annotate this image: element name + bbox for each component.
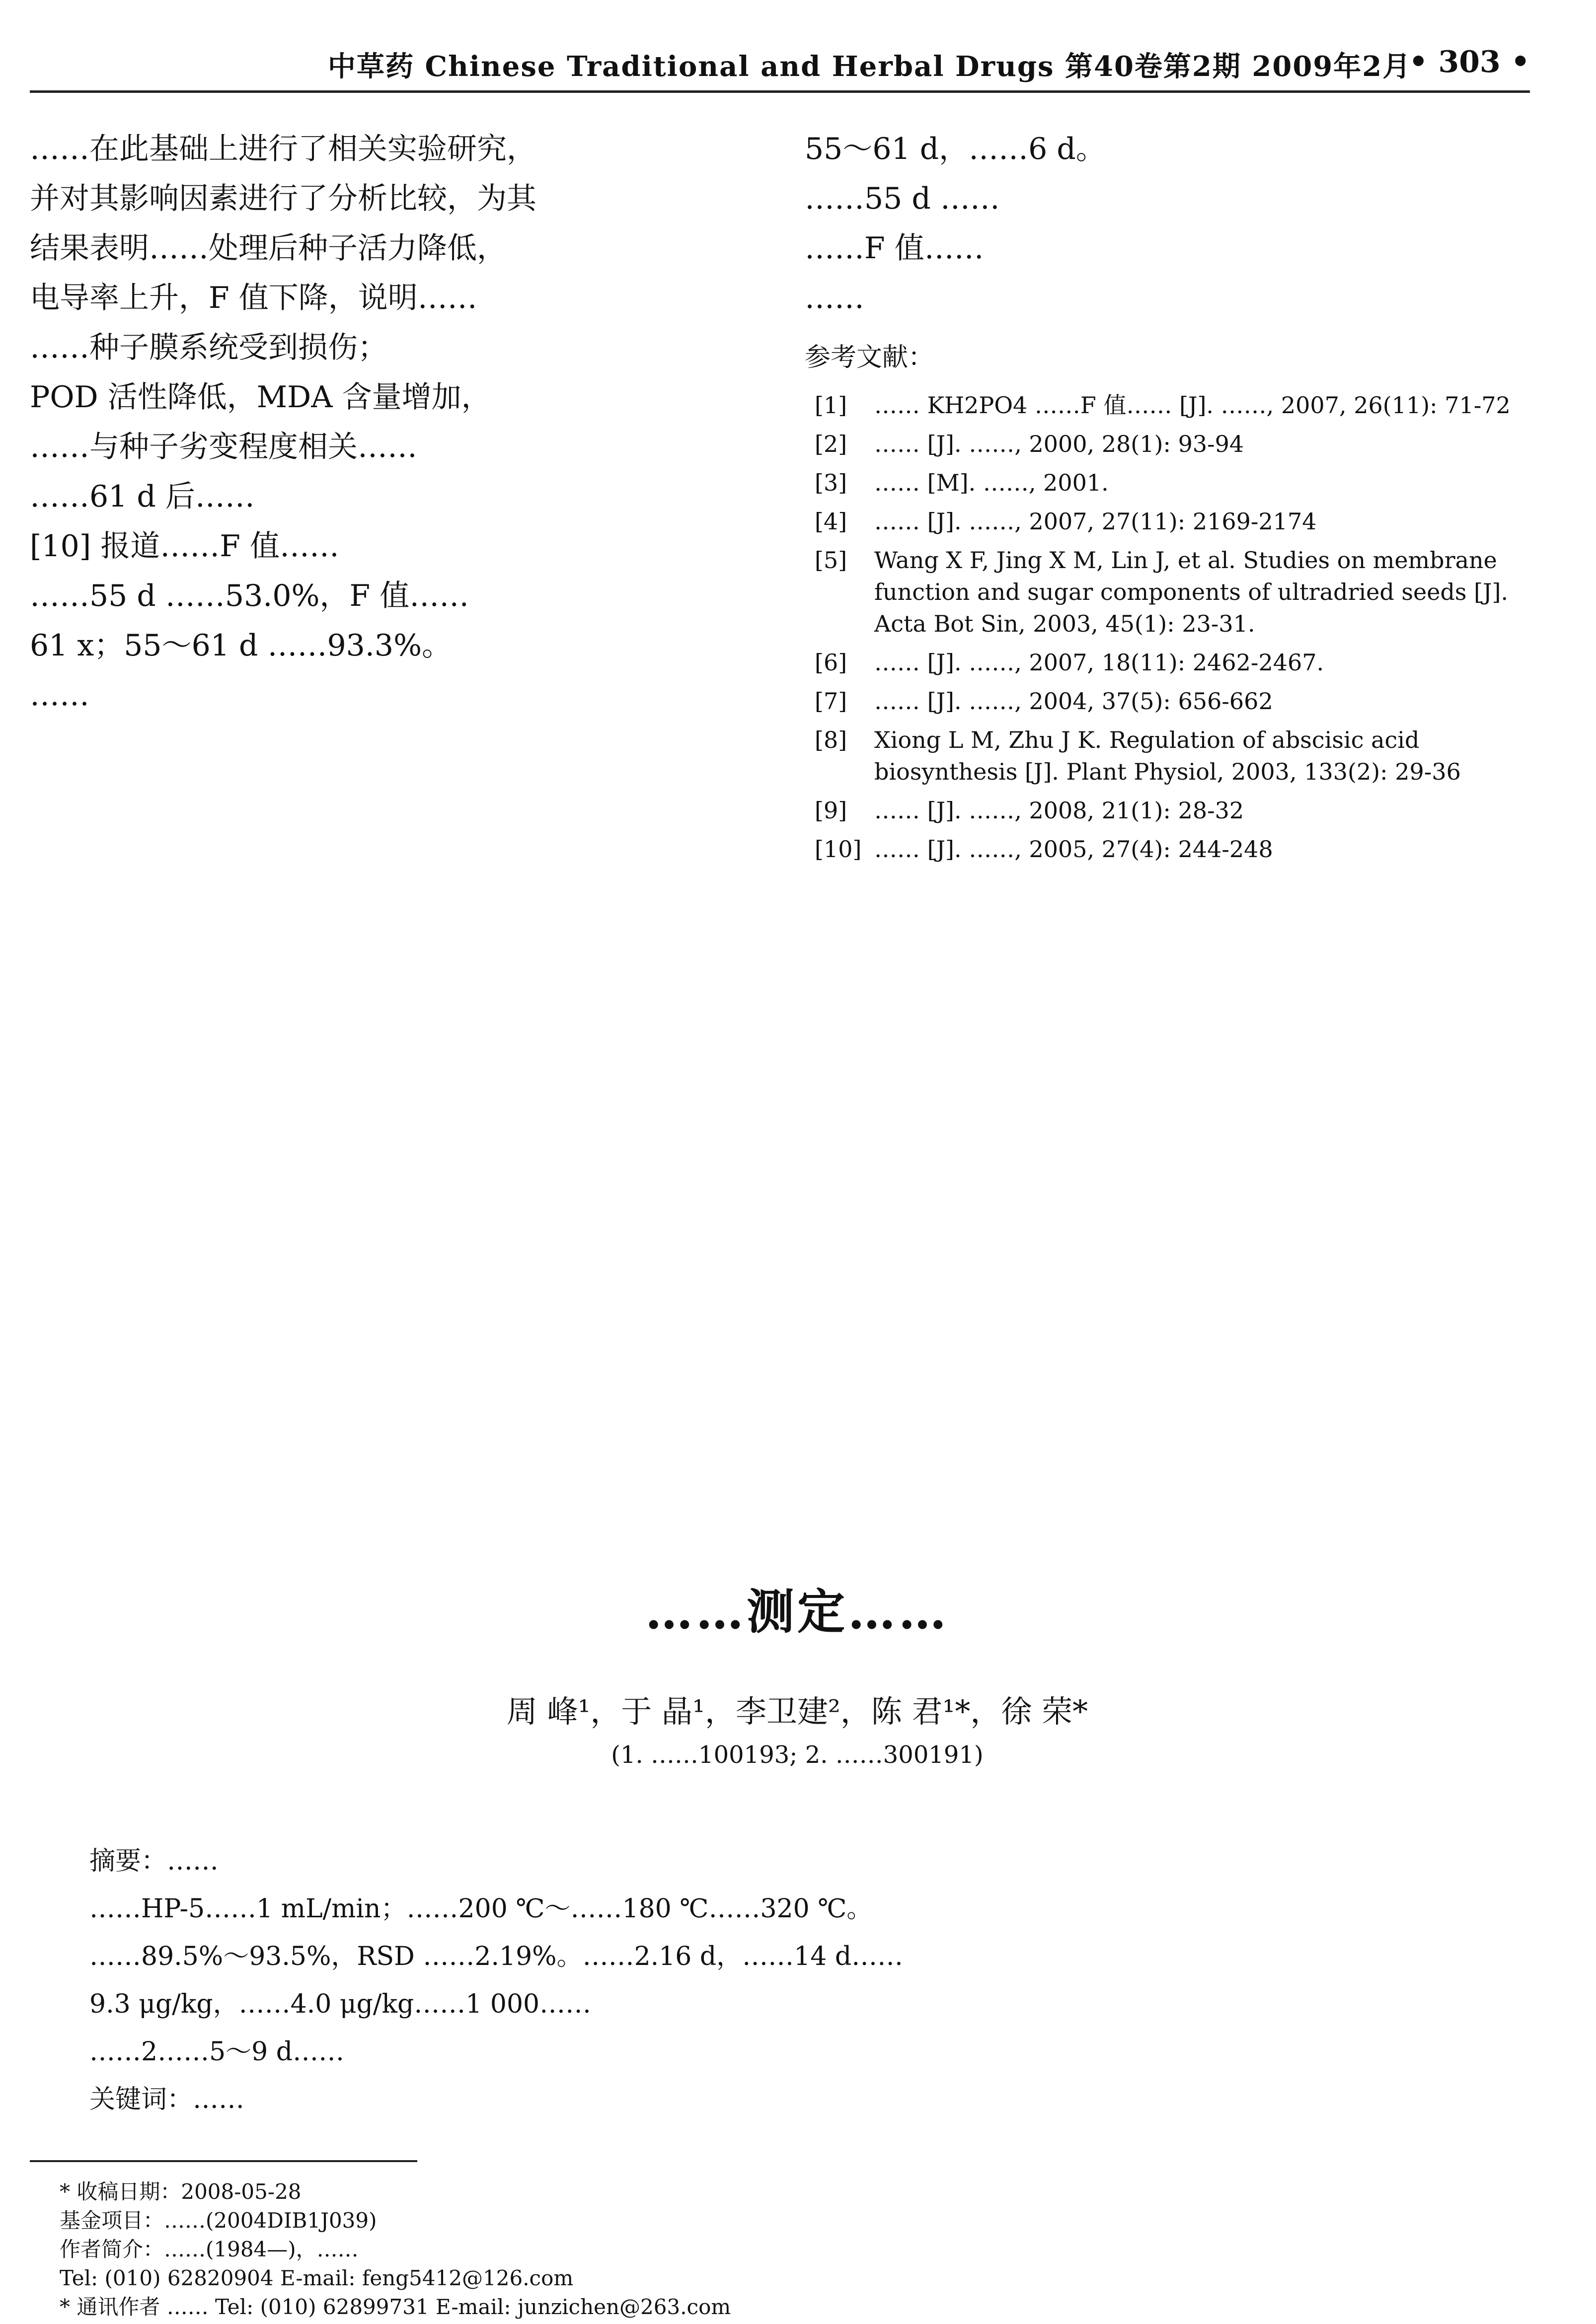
abstract-block [89, 1837, 1520, 2123]
abstract-line: 摘要：…… [89, 1846, 219, 1876]
body-paragraph: 电导率上升，F 值下降，说明…… [30, 281, 477, 315]
body-paragraph: ……与种子劣变程度相关…… [30, 430, 417, 464]
reference-number: [1] [815, 392, 847, 419]
body-paragraph: ……55 d ……53.0%，F 值…… [30, 579, 469, 613]
footnote-line: * 通讯作者 …… Tel: (010) 62899731 E-mail: junzichen@263.com [60, 2295, 731, 2319]
reference-text: …… [J]. ……, 2004, 37(5): 656-662 [874, 688, 1273, 715]
keywords-line: 关键词：…… [89, 2085, 245, 2114]
reference-item [805, 428, 1530, 460]
right-column [805, 124, 1530, 865]
reference-item [805, 833, 1530, 865]
reference-text: …… [J]. ……, 2005, 27(4): 244-248 [874, 836, 1273, 863]
body-paragraph: …… [30, 678, 89, 713]
reference-number: [6] [815, 649, 847, 676]
body-paragraph: 并对其影响因素进行了分析比较，为其 [30, 181, 536, 216]
journal-title: 中草药 Chinese Traditional and Herbal Drugs 第40卷第2期 2009年2月 [328, 50, 1412, 83]
reference-number: [5] [815, 547, 847, 574]
reference-number: [4] [815, 508, 847, 535]
reference-item [805, 467, 1530, 499]
reference-item [805, 506, 1530, 537]
body-paragraph: 55～61 d，……6 d。 [805, 132, 1106, 166]
abstract-line: ……HP-5……1 mL/min；……200 ℃～……180 ℃……320 ℃。 [89, 1894, 873, 1924]
body-paragraph: ……在此基础上进行了相关实验研究， [30, 132, 536, 166]
header-divider [30, 90, 1530, 93]
reference-text: …… [J]. ……, 2008, 21(1): 28-32 [874, 797, 1244, 824]
reference-number: [3] [815, 469, 847, 496]
footnote-divider [30, 2160, 417, 2162]
reference-number: [7] [815, 688, 847, 715]
body-paragraph: …… [805, 281, 864, 315]
reference-text: …… [J]. ……, 2000, 28(1): 93-94 [874, 431, 1244, 457]
article-header [30, 1574, 1565, 1769]
footnote-line: 作者简介：……(1984—)，…… [60, 2237, 359, 2261]
body-paragraph: ……61 d 后…… [30, 479, 255, 514]
page-number: • 303 • [1409, 45, 1530, 79]
reference-text: …… KH2PO4 ……F 值…… [J]. ……, 2007, 26(11): 71-72 [874, 392, 1511, 419]
reference-item [805, 795, 1530, 826]
body-paragraph: ……F 值…… [805, 231, 984, 266]
footnote-line: Tel: (010) 62820904 E-mail: feng5412@126.com [60, 2266, 574, 2290]
reference-text: …… [M]. ……, 2001. [874, 469, 1109, 496]
reference-item [805, 389, 1530, 421]
article-authors: 周 峰¹，于 晶¹，李卫建²，陈 君¹*，徐 荣* [506, 1693, 1088, 1730]
article-affiliation: (1. ……100193; 2. ……300191) [611, 1741, 984, 1769]
page-header [30, 40, 1565, 94]
abstract-line: ……89.5%～93.5%，RSD ……2.19%。……2.16 d，……14 d…… [89, 1942, 904, 1971]
left-column [30, 124, 755, 720]
footnote-line: 基金项目：……(2004DIB1J039) [60, 2208, 377, 2233]
reference-item [805, 724, 1530, 788]
reference-text: Wang X F, Jing X M, Lin J, et al. Studies on membrane function and sugar components of ultradried seeds [J]. Acta Bot Sin, 2003, 45(1): 23-31. [874, 547, 1509, 637]
reference-item [805, 685, 1530, 717]
body-paragraph: POD 活性降低，MDA 含量增加， [30, 380, 491, 415]
abstract-line: 9.3 μg/kg，……4.0 μg/kg……1 000…… [89, 1989, 592, 2019]
reference-number: [2] [815, 431, 847, 457]
body-paragraph: ……种子膜系统受到损伤； [30, 330, 387, 365]
article-title: ……测定…… [645, 1584, 949, 1640]
reference-number: [9] [815, 797, 847, 824]
reference-text: Xiong L M, Zhu J K. Regulation of abscisic acid biosynthesis [J]. Plant Physiol, 2003, 133(2): 29-36 [874, 726, 1461, 785]
body-paragraph: 结果表明……处理后种子活力降低， [30, 231, 507, 266]
footnotes [60, 2178, 1500, 2322]
reference-item [805, 647, 1530, 678]
body-paragraph: 61 x；55～61 d ……93.3%。 [30, 628, 452, 663]
references-heading: 参考文献： [805, 343, 934, 372]
body-paragraph: [10] 报道……F 值…… [30, 529, 339, 564]
abstract-line: ……2……5～9 d…… [89, 2037, 345, 2067]
reference-item [805, 544, 1530, 640]
reference-text: …… [J]. ……, 2007, 18(11): 2462-2467. [874, 649, 1324, 676]
reference-number: [10] [815, 836, 862, 863]
body-paragraph: ……55 d …… [805, 181, 1000, 216]
footnote-line: * 收稿日期：2008-05-28 [60, 2179, 302, 2204]
reference-number: [8] [815, 726, 847, 753]
reference-text: …… [J]. ……, 2007, 27(11): 2169-2174 [874, 508, 1317, 535]
